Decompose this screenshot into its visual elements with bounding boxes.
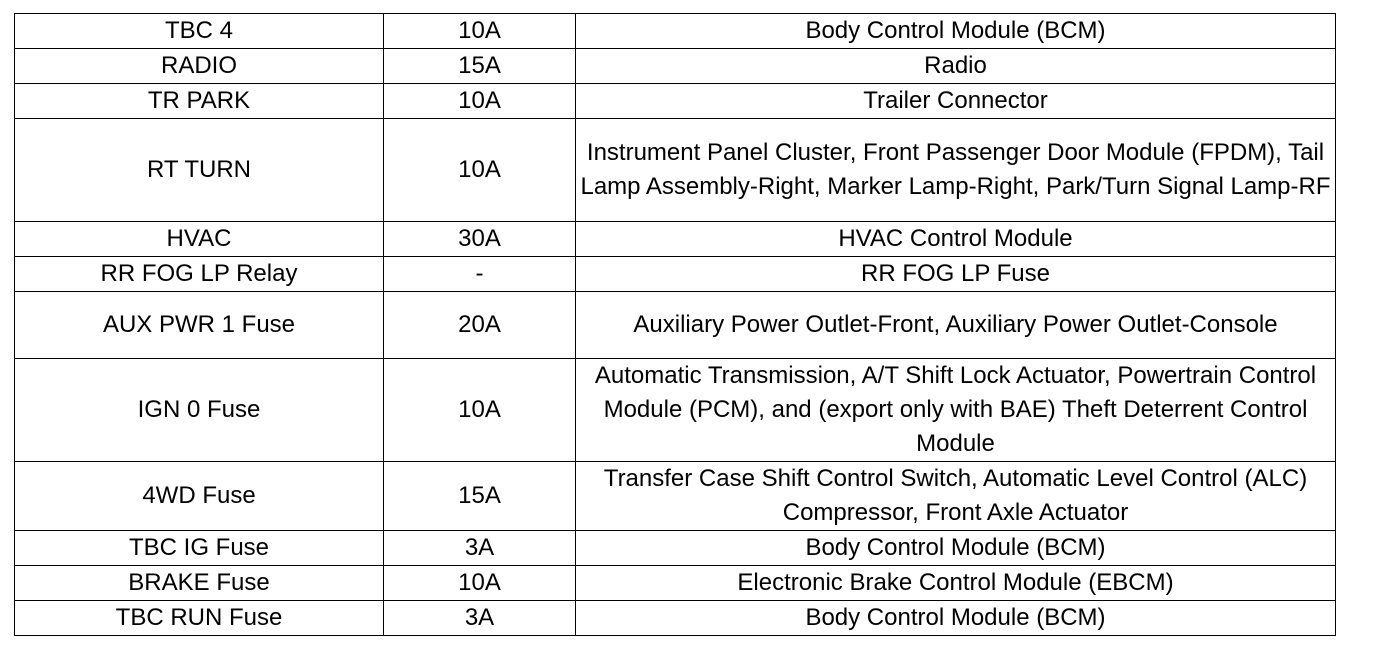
fuse-description-cell: Radio bbox=[576, 49, 1336, 84]
table-row bbox=[15, 119, 1336, 222]
fuse-description-cell: Body Control Module (BCM) bbox=[576, 601, 1336, 636]
table-row bbox=[15, 257, 1336, 292]
fuse-description-cell: Automatic Transmission, A/T Shift Lock Actuator, Powertrain Control Module (PCM), and (export only with BAE) Theft Deterrent Control Module bbox=[576, 359, 1336, 462]
fuse-rating-cell: 10A bbox=[384, 359, 576, 462]
fuse-name-cell: AUX PWR 1 Fuse bbox=[15, 292, 384, 359]
fuse-rating-cell: 10A bbox=[384, 14, 576, 49]
fuse-name-cell: IGN 0 Fuse bbox=[15, 359, 384, 462]
fuse-name-cell: RR FOG LP Relay bbox=[15, 257, 384, 292]
table-row bbox=[15, 222, 1336, 257]
fuse-rating-cell: 30A bbox=[384, 222, 576, 257]
table-row bbox=[15, 462, 1336, 531]
fuse-name-cell: RADIO bbox=[15, 49, 384, 84]
fuse-description-cell: Body Control Module (BCM) bbox=[576, 531, 1336, 566]
fuse-description-cell: Electronic Brake Control Module (EBCM) bbox=[576, 566, 1336, 601]
fuse-rating-cell: 15A bbox=[384, 49, 576, 84]
fuse-name-cell: BRAKE Fuse bbox=[15, 566, 384, 601]
fuse-name-cell: 4WD Fuse bbox=[15, 462, 384, 531]
fuse-name-cell: RT TURN bbox=[15, 119, 384, 222]
fuse-description-cell: Auxiliary Power Outlet-Front, Auxiliary Power Outlet-Console bbox=[576, 292, 1336, 359]
fuse-rating-cell: 3A bbox=[384, 531, 576, 566]
fuse-name-cell: TR PARK bbox=[15, 84, 384, 119]
fuse-rating-cell: 15A bbox=[384, 462, 576, 531]
table-row bbox=[15, 531, 1336, 566]
table-row bbox=[15, 566, 1336, 601]
fuse-description-cell: Instrument Panel Cluster, Front Passenger Door Module (FPDM), Tail Lamp Assembly-Right, Marker Lamp-Right, Park/Turn Signal Lamp-RF bbox=[576, 119, 1336, 222]
table-row bbox=[15, 601, 1336, 636]
table-row bbox=[15, 359, 1336, 462]
fuse-rating-cell: 20A bbox=[384, 292, 576, 359]
fuse-rating-cell: 10A bbox=[384, 119, 576, 222]
fuse-name-cell: HVAC bbox=[15, 222, 384, 257]
fuse-description-cell: HVAC Control Module bbox=[576, 222, 1336, 257]
table-row bbox=[15, 84, 1336, 119]
fuse-description-cell: RR FOG LP Fuse bbox=[576, 257, 1336, 292]
fuse-rating-cell: 3A bbox=[384, 601, 576, 636]
table-row bbox=[15, 49, 1336, 84]
fuse-table bbox=[14, 13, 1336, 636]
fuse-description-cell: Transfer Case Shift Control Switch, Automatic Level Control (ALC) Compressor, Front Axle Actuator bbox=[576, 462, 1336, 531]
fuse-description-cell: Trailer Connector bbox=[576, 84, 1336, 119]
fuse-rating-cell: 10A bbox=[384, 566, 576, 601]
fuse-table-body bbox=[15, 14, 1336, 636]
fuse-name-cell: TBC 4 bbox=[15, 14, 384, 49]
fuse-rating-cell: 10A bbox=[384, 84, 576, 119]
fuse-name-cell: TBC IG Fuse bbox=[15, 531, 384, 566]
table-row bbox=[15, 14, 1336, 49]
fuse-description-cell: Body Control Module (BCM) bbox=[576, 14, 1336, 49]
fuse-name-cell: TBC RUN Fuse bbox=[15, 601, 384, 636]
table-row bbox=[15, 292, 1336, 359]
fuse-rating-cell: - bbox=[384, 257, 576, 292]
